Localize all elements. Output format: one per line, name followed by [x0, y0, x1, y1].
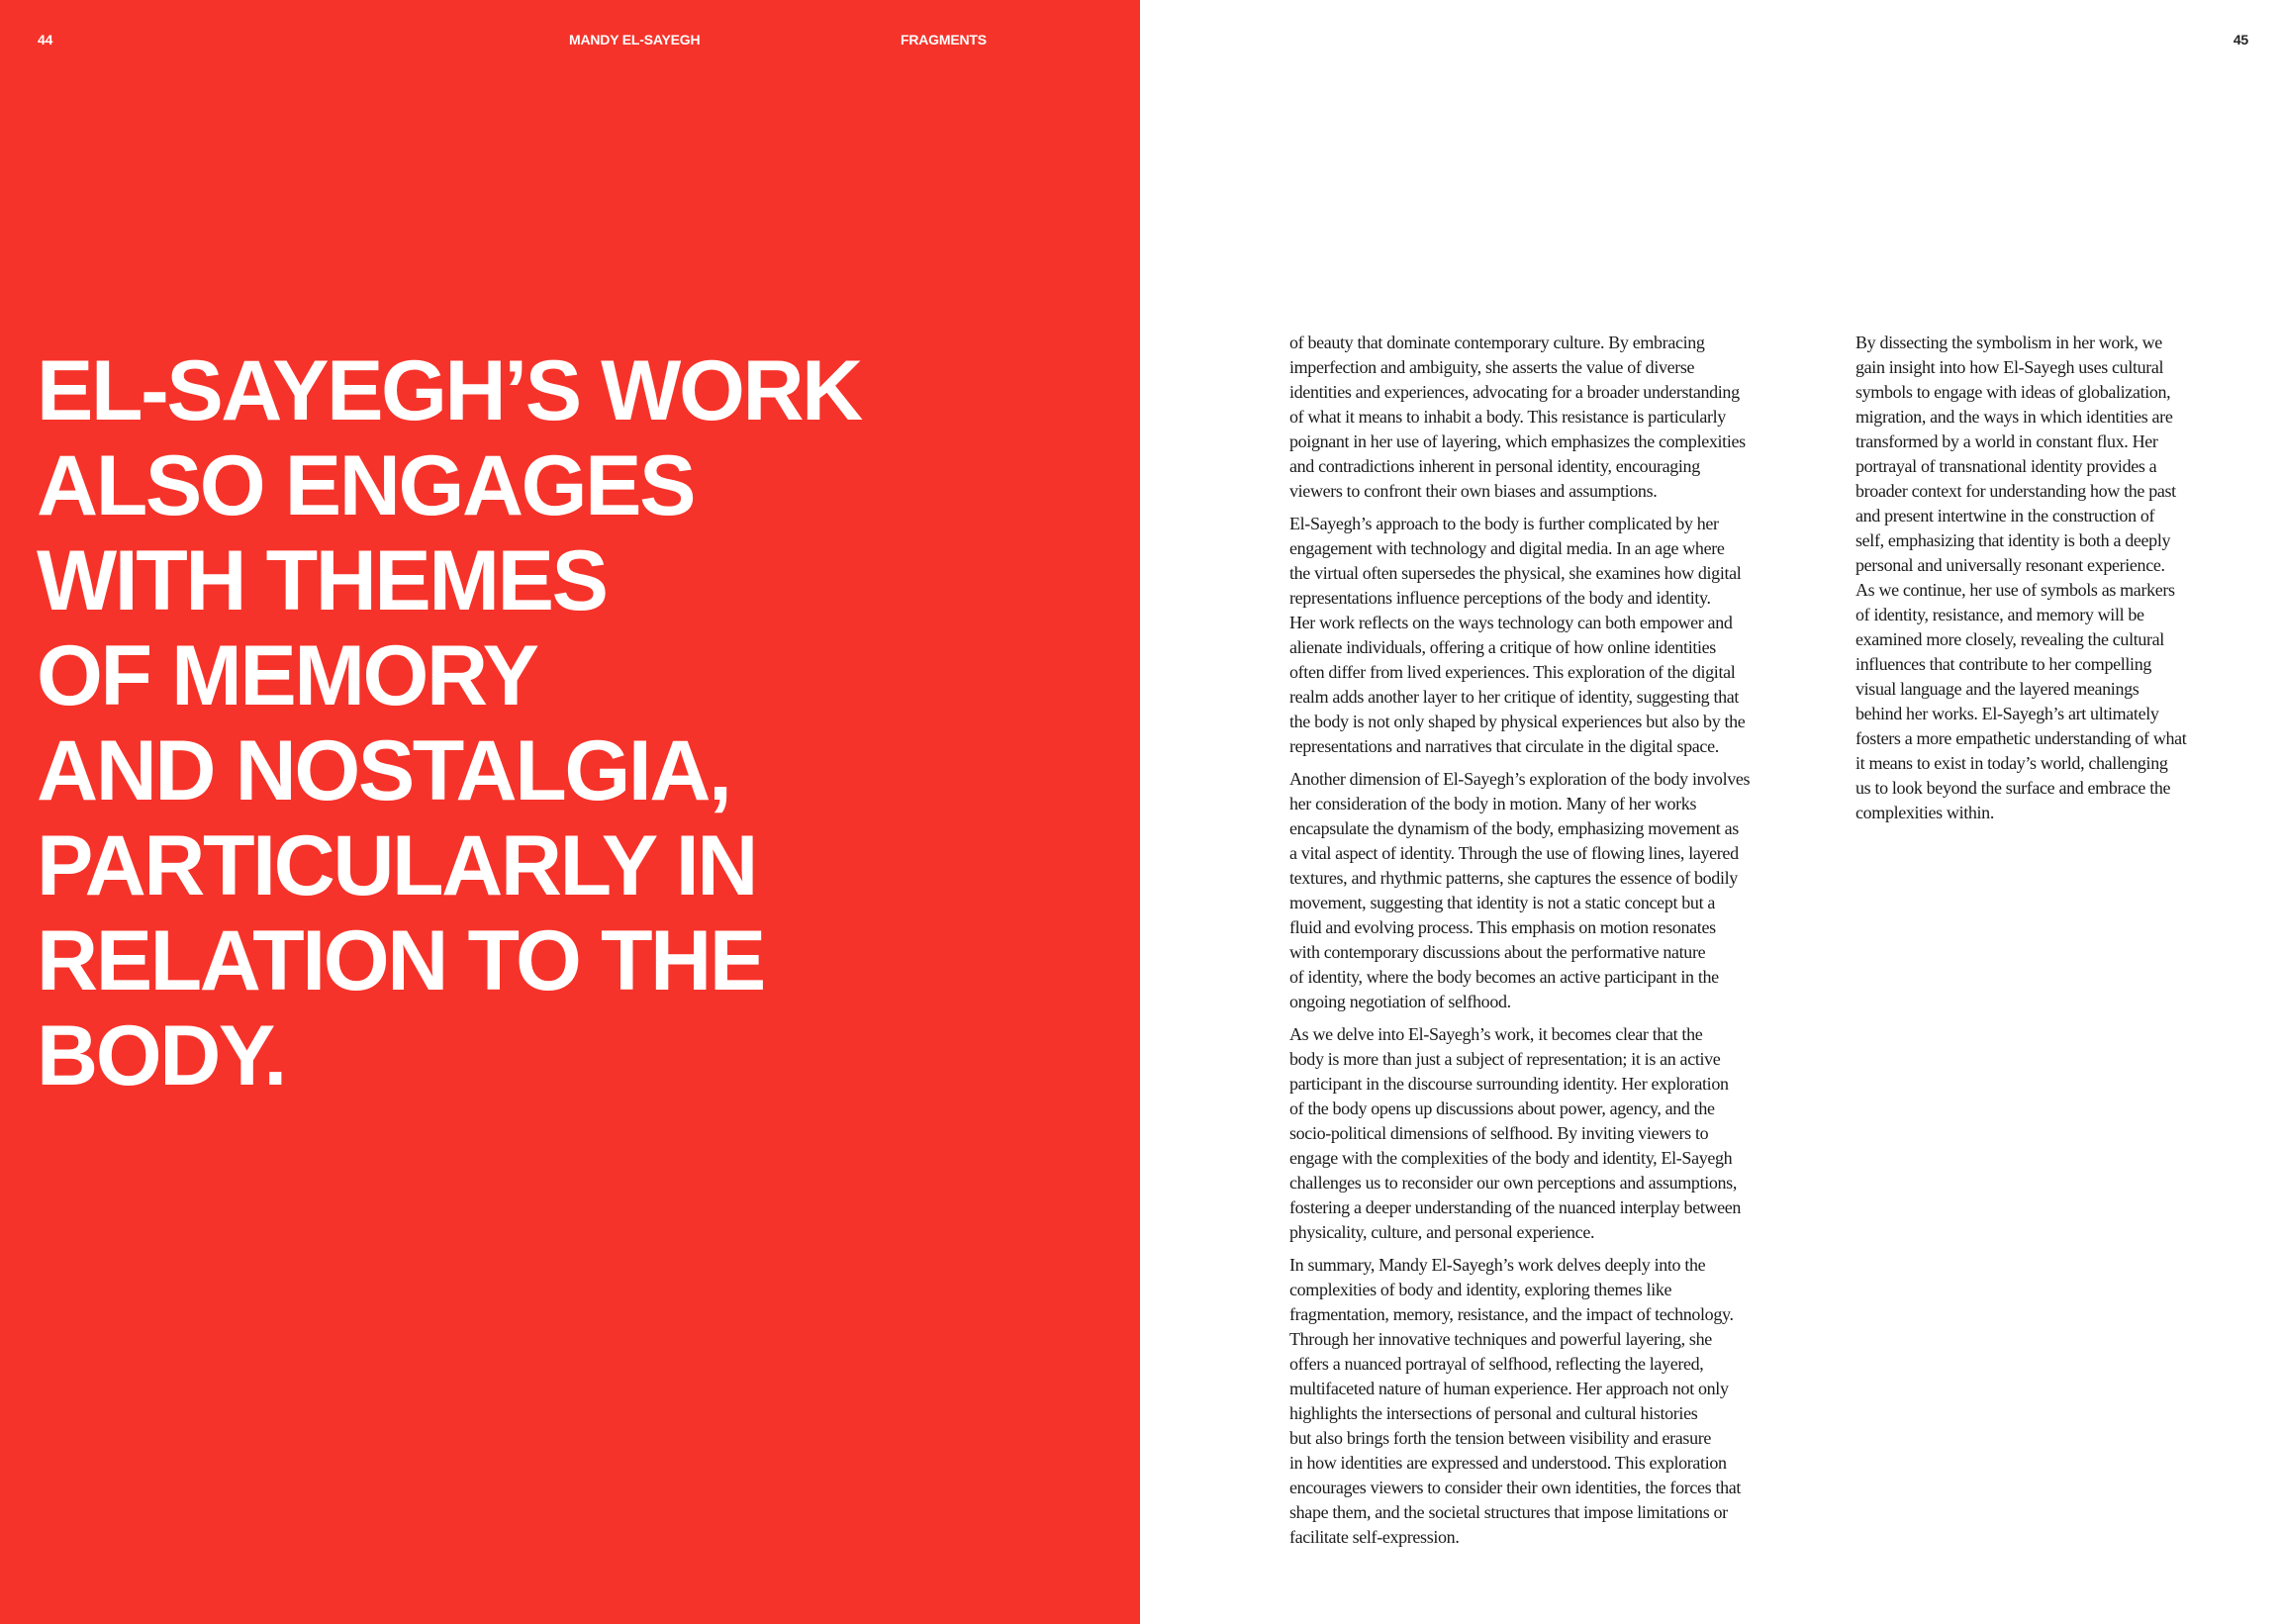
text-line: of the body opens up discussions about power, agency, and the: [1289, 1099, 1715, 1118]
text-line: representations influence perceptions of the body and identity.: [1289, 588, 1711, 608]
pull-quote-line: ALSO ENGAGES: [37, 438, 695, 533]
text-line: examined more closely, revealing the cultural: [1855, 629, 2164, 649]
pull-quote: [37, 343, 1086, 1103]
text-line: realm adds another layer to her critique of identity, suggesting that: [1289, 687, 1740, 707]
text-line: Her work reflects on the ways technology can both empower and: [1289, 613, 1733, 632]
text-line: By dissecting the symbolism in her work, we: [1855, 333, 2162, 352]
left-page-number: 44: [38, 32, 53, 48]
text-line: representations and narratives that circulate in the digital space.: [1289, 736, 1719, 756]
text-line: behind her works. El-Sayegh’s art ultimately: [1855, 704, 2159, 723]
text-line: gain insight into how El-Sayegh uses cultural: [1855, 357, 2164, 377]
text-line: self, emphasizing that identity is both a deeply: [1855, 530, 2171, 550]
text-line: encourages viewers to consider their own identities, the forces that: [1289, 1478, 1742, 1497]
text-line: but also brings forth the tension between visibility and erasure: [1289, 1428, 1712, 1448]
text-line: poignant in her use of layering, which emphasizes the complexities: [1289, 431, 1746, 451]
text-line: As we continue, her use of symbols as markers: [1855, 580, 2175, 600]
text-line: the body is not only shaped by physical experiences but also by the: [1289, 712, 1746, 731]
pull-quote-line: RELATION TO THE: [37, 913, 764, 1008]
text-line: viewers to confront their own biases and assumptions.: [1289, 481, 1658, 501]
body-paragraph: [1289, 331, 1829, 504]
text-line: complexities of body and identity, exploring themes like: [1289, 1280, 1672, 1299]
text-line: often differ from lived experiences. This exploration of the digital: [1289, 662, 1736, 682]
text-line: encapsulate the dynamism of the body, emphasizing movement as: [1289, 818, 1739, 838]
left-page: [0, 0, 1140, 1624]
text-line: a vital aspect of identity. Through the use of flowing lines, layered: [1289, 843, 1739, 863]
running-head-author: MANDY EL-SAYEGH: [569, 32, 701, 48]
text-line: fragmentation, memory, resistance, and the impact of technology.: [1289, 1304, 1734, 1324]
text-line: and present intertwine in the construction of: [1855, 506, 2155, 525]
text-line: fluid and evolving process. This emphasis on motion resonates: [1289, 917, 1716, 937]
text-line: physicality, culture, and personal experience.: [1289, 1222, 1595, 1242]
text-line: alienate individuals, offering a critique of how online identities: [1289, 637, 1716, 657]
running-head-section: FRAGMENTS: [901, 32, 987, 48]
text-line: fostering a deeper understanding of the nuanced interplay between: [1289, 1197, 1742, 1217]
text-line: shape them, and the societal structures that impose limitations or: [1289, 1502, 1728, 1522]
text-line: in how identities are expressed and understood. This exploration: [1289, 1453, 1727, 1473]
text-line: and contradictions inherent in personal identity, encouraging: [1289, 456, 1700, 476]
text-line: visual language and the layered meanings: [1855, 679, 2139, 699]
text-line: body is more than just a subject of representation; it is an active: [1289, 1049, 1721, 1069]
body-paragraph: [1289, 767, 1829, 1014]
text-line: her consideration of the body in motion. Many of her works: [1289, 794, 1697, 813]
text-line: socio-political dimensions of selfhood. By inviting viewers to: [1289, 1123, 1709, 1143]
text-line: fosters a more empathetic understanding of what: [1855, 728, 2187, 748]
text-line: migration, and the ways in which identities are: [1855, 407, 2173, 427]
text-line: with contemporary discussions about the performative nature: [1289, 942, 1706, 962]
text-line: As we delve into El-Sayegh’s work, it becomes clear that the: [1289, 1024, 1703, 1044]
pull-quote-line: WITH THEMES: [37, 533, 607, 628]
text-line: multifaceted nature of human experience. Her approach not only: [1289, 1379, 1729, 1398]
text-line: us to look beyond the surface and embrace the: [1855, 778, 2171, 798]
text-line: ongoing negotiation of selfhood.: [1289, 992, 1511, 1011]
text-line: engage with the complexities of the body and identity, El-Sayegh: [1289, 1148, 1733, 1168]
body-paragraph: [1855, 331, 2251, 825]
text-line: engagement with technology and digital media. In an age where: [1289, 538, 1725, 558]
text-line: facilitate self-expression.: [1289, 1527, 1460, 1547]
text-line: transformed by a world in constant flux. Her: [1855, 431, 2158, 451]
text-line: broader context for understanding how the past: [1855, 481, 2176, 501]
pull-quote-line: EL-SAYEGH’S WORK: [37, 343, 861, 438]
text-line: the virtual often supersedes the physical, she examines how digital: [1289, 563, 1742, 583]
text-line: participant in the discourse surrounding identity. Her exploration: [1289, 1074, 1729, 1094]
body-paragraph: [1289, 1022, 1829, 1245]
pull-quote-line: PARTICULARLY IN: [37, 818, 756, 913]
right-page-number: 45: [2233, 32, 2248, 48]
text-line: identities and experiences, advocating for a broader understanding: [1289, 382, 1740, 402]
text-line: In summary, Mandy El-Sayegh’s work delves deeply into the: [1289, 1255, 1706, 1275]
body-paragraph: [1289, 1253, 1829, 1550]
text-line: influences that contribute to her compelling: [1855, 654, 2152, 674]
text-line: symbols to engage with ideas of globalization,: [1855, 382, 2171, 402]
pull-quote-line: OF MEMORY: [37, 628, 537, 723]
pull-quote-line: AND NOSTALGIA,: [37, 723, 730, 818]
text-line: of beauty that dominate contemporary culture. By embracing: [1289, 333, 1705, 352]
text-column-left: [1289, 331, 1829, 1558]
pull-quote-line: BODY.: [37, 1008, 285, 1103]
text-line: portrayal of transnational identity provides a: [1855, 456, 2157, 476]
text-line: El-Sayegh’s approach to the body is further complicated by her: [1289, 514, 1719, 533]
body-paragraph: [1289, 512, 1829, 759]
text-line: offers a nuanced portrayal of selfhood, reflecting the layered,: [1289, 1354, 1704, 1374]
text-line: imperfection and ambiguity, she asserts the value of diverse: [1289, 357, 1695, 377]
text-line: challenges us to reconsider our own perceptions and assumptions,: [1289, 1173, 1737, 1193]
text-line: it means to exist in today’s world, challenging: [1855, 753, 2168, 773]
text-line: Through her innovative techniques and powerful layering, she: [1289, 1329, 1712, 1349]
text-line: personal and universally resonant experience.: [1855, 555, 2165, 575]
text-line: of identity, resistance, and memory will be: [1855, 605, 2144, 624]
text-line: highlights the intersections of personal and cultural histories: [1289, 1403, 1698, 1423]
text-line: textures, and rhythmic patterns, she captures the essence of bodily: [1289, 868, 1738, 888]
text-line: of what it means to inhabit a body. This resistance is particularly: [1289, 407, 1726, 427]
text-line: complexities within.: [1855, 803, 1994, 822]
text-line: Another dimension of El-Sayegh’s exploration of the body involves: [1289, 769, 1751, 789]
text-line: of identity, where the body becomes an active participant in the: [1289, 967, 1719, 987]
text-column-right: [1855, 331, 2251, 833]
text-line: movement, suggesting that identity is not a static concept but a: [1289, 893, 1716, 912]
